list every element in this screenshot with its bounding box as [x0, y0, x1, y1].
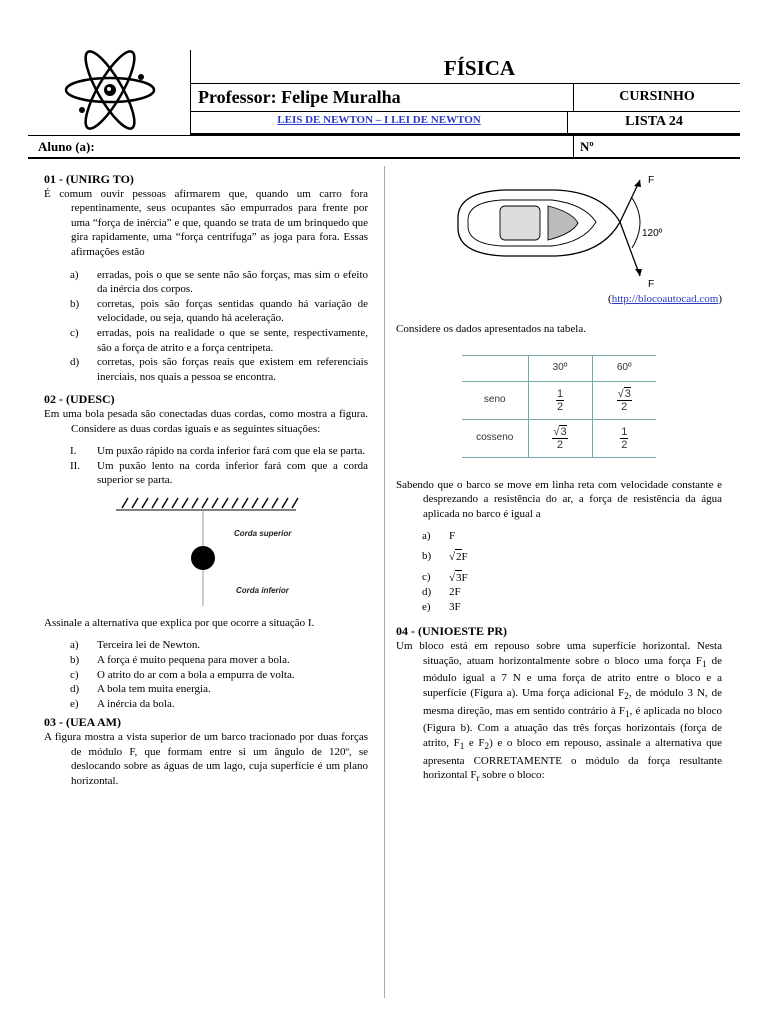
q4-text: Um bloco está em repouso sobre uma superfície horizontal. Nesta situação, atuam horizontalmente sobre o bloco uma força $F_1$ de módulo igual a 7 N e uma força de atrito entre o bloco e a superfície (Figura a). Uma força adicional $F_2$, de módulo 3 N, de mesma direção, mas em sentido contrário à $F_1$, é aplicada no bloco (Figura b). Com a atuação das três forças horizontais (força de atrito, $F_1$ e $F_2$) e o bloco em repouso, assinale a alternativa que apresenta CORRETAMENTE o módulo da força resultante horizontal $F_r$ sobre o bloco: — [396, 639, 723, 784]
table-col-60: 60º — [592, 355, 656, 381]
lower-rope-label: Corda inferior — [236, 585, 289, 595]
situation-2: II. Um puxão lento na corda inferior fará com que a corda superior se parta. — [70, 459, 368, 487]
option-a: a) F — [422, 530, 456, 543]
left-column — [44, 172, 368, 788]
q3-options — [422, 529, 722, 614]
q2-options — [70, 638, 368, 711]
option-c: c) √3F — [422, 570, 468, 584]
option-a: a) erradas, pois o que se sente não são forças, mas sim o efeito da inércia dos corpos. — [70, 268, 368, 296]
option-b: b) corretas, pois são forças sentidas quando há variação de velocidade, ou seja, quando há aceleração. — [70, 297, 368, 325]
q2-heading: 02 - (UDESC) — [44, 392, 115, 407]
force-label-top: F — [648, 175, 655, 186]
credit-link[interactable]: http://blocoautocad.com — [611, 293, 719, 305]
option-b: b) A força é muito pequena para mover a bola. — [70, 654, 290, 667]
option-e: e) 3F — [422, 600, 461, 613]
fraction-root3-half: $\frac{√3}{2}$ — [553, 426, 567, 452]
q3-consider: Considere os dados apresentados na tabela. — [396, 323, 586, 335]
q2-prompt: Assinale a alternativa que explica por que ocorre a situação I. — [44, 616, 315, 629]
upper-rope-label: Corda superior — [234, 528, 292, 538]
angle-label: 120º — [642, 228, 663, 239]
ball-ropes-figure — [44, 488, 368, 616]
option-c: c) O atrito do ar com a bola a empurra de volta. — [70, 668, 295, 681]
q4-heading: 04 - (UNIOESTE PR) — [396, 624, 508, 639]
q3-heading: 03 - (UEA AM) — [44, 715, 121, 730]
q1-heading: 01 - (UNIRG TO) — [44, 172, 134, 186]
table-row-seno: seno — [462, 381, 528, 419]
heavy-ball — [191, 546, 215, 570]
q3-text: A figura mostra a vista superior de um barco tracionado por duas forças de módulo F, que formam entre si um ângulo de 120º, se deslocando sobre as águas de um lago, cuja superfície é um plano horizontal. — [44, 731, 368, 787]
table-col-30: 30º — [528, 355, 592, 381]
q1-options — [70, 268, 368, 385]
option-d: d) 2F — [422, 586, 461, 599]
number-field-label: Nº — [580, 139, 594, 154]
option-b: b) √2F — [422, 549, 468, 563]
option-d: d) corretas, pois são forças reais que existem em referenciais inerciais, nos quais a pessoa se encontra. — [70, 356, 368, 383]
option-c: c) erradas, pois na realidade o que se sente, respectivamente, são a força de atrito e a força centripeta. — [70, 326, 368, 354]
table-row-cosseno: cosseno — [462, 419, 528, 457]
option-d: d) A bola tem muita energia. — [70, 683, 211, 696]
trig-table — [462, 355, 656, 458]
option-a: a) Terceira lei de Newton. — [70, 639, 201, 652]
atom-logo-icon — [62, 50, 158, 130]
student-field-label: Aluno (a): — [38, 139, 95, 154]
professor-name: Professor: Felipe Muralha — [198, 87, 401, 107]
force-label-bottom: F — [648, 279, 655, 290]
q2-situations — [70, 444, 368, 488]
fraction-root3-half: $\frac{√3}{2}$ — [617, 388, 631, 414]
image-credit: (http://blocoautocad.com) — [608, 293, 722, 305]
q3-prompt: Sabendo que o barco se move em linha reta com velocidade constante e desprezando a resistência do ar, a força de resistência da água aplicada no barco é igual a — [396, 478, 722, 520]
fraction-half: $\frac{1}{2}$ — [556, 387, 564, 413]
q1-text: É comum ouvir pessoas afirmarem que, quando um carro fora repentinamente, seus ocupantes são empurrados para frente por uma “força de inércia” e que, quando se trata de um brinquedo que gira rapidamente, uma “força centrífuga” as joga para fora. Essas afirmações estão — [44, 187, 368, 258]
q2-text: Em uma bola pesada são conectadas duas cordas, como mostra a figura. Considere as duas cordas iguais e as seguintes situações: — [44, 407, 368, 435]
boat-figure — [444, 170, 684, 294]
fraction-half: $\frac{1}{2}$ — [621, 425, 628, 451]
situation-1: I. Um puxão rápido na corda inferior fará com que ela se parta. — [70, 445, 366, 458]
list-number: LISTA 24 — [625, 114, 683, 129]
topic-link[interactable]: LEIS DE NEWTON – I LEI DE NEWTON — [277, 114, 481, 126]
course-label: CURSINHO — [619, 89, 695, 104]
subject-title: FÍSICA — [443, 56, 516, 80]
option-e: e) A inércia da bola. — [70, 697, 175, 710]
right-column — [396, 322, 722, 786]
